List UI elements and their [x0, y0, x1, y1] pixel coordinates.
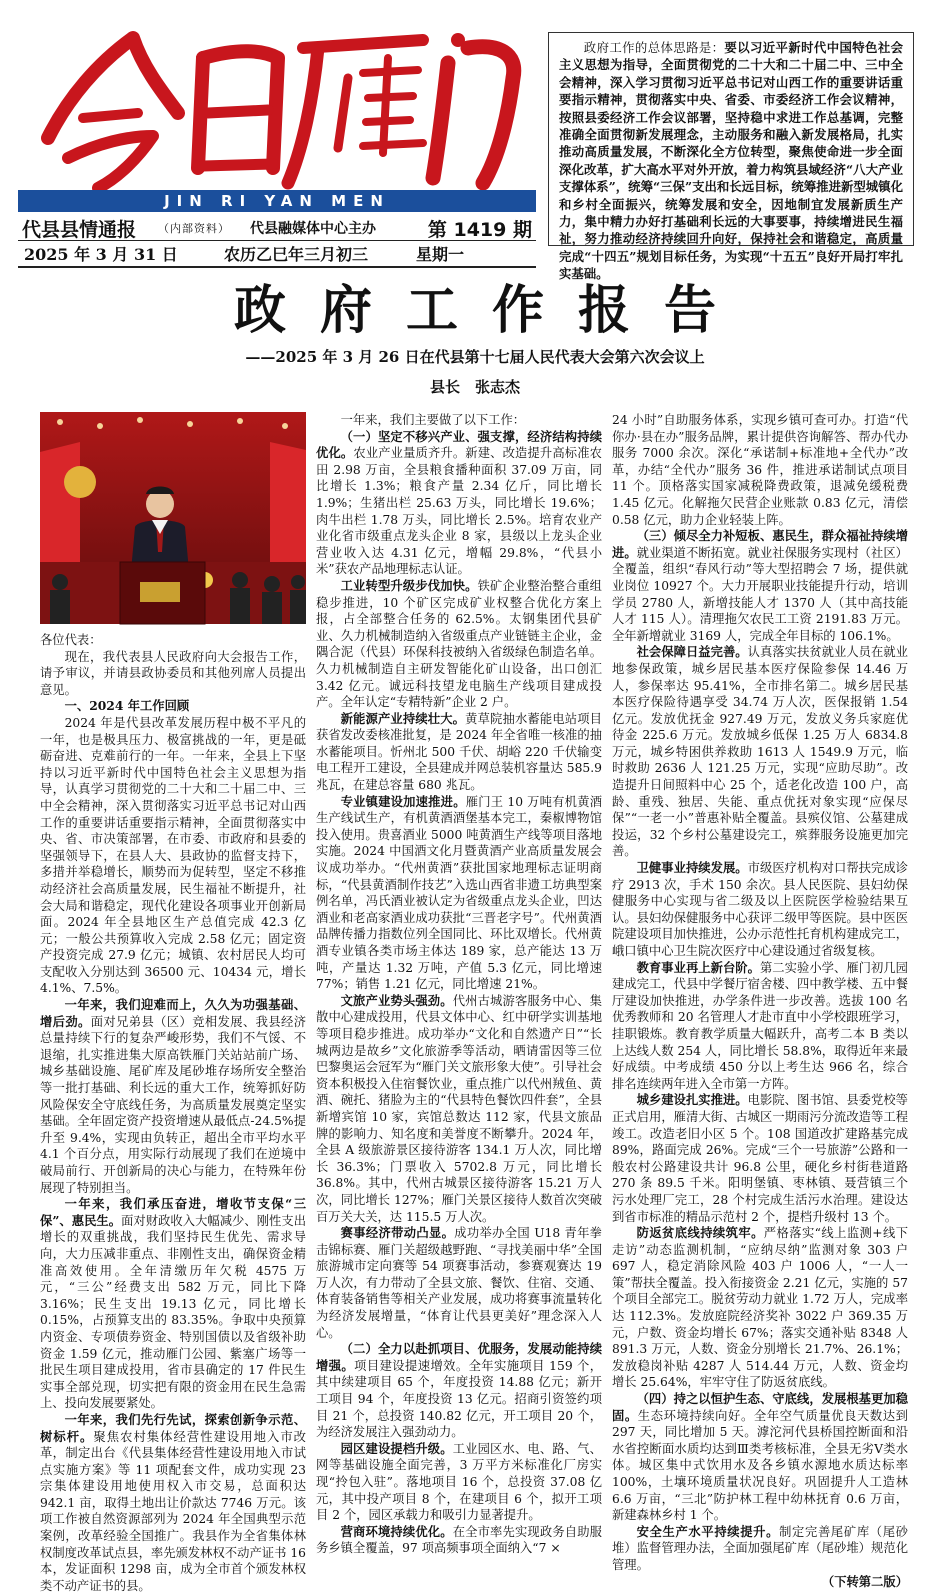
- article-paragraph: [316, 412, 602, 429]
- article-paragraph: [316, 429, 602, 578]
- paragraph-lead: 园区建设提档升级。: [340, 1440, 453, 1456]
- article-paragraph: [316, 794, 602, 993]
- paragraph-text: 电影院、图书馆、县委党校等正式启用，雁清大街、古城区一期雨污分流改造等工程竣工。改造老旧小区 5 个。108 国道改扩建路基完成 89%，路面完成 26%。完成“三个一号旅游”公路和一般农村公路建设共计 96.8 公里，硬化乡村街巷道路 270 条 89.5 千米。阳明堡镇、枣林镇、聂营镇三个污水处理厂完工，28 个村完成生活污水治理。建设达到省市标准的精品示范村 2 个，提档升级村 13 个。: [612, 1093, 908, 1224]
- article-paragraph: [612, 644, 908, 860]
- paragraph-lead: 一年来，我们承压奋进，增收节支保“三保”、惠民生。: [40, 1196, 306, 1228]
- article-paragraph: [612, 1225, 908, 1391]
- article-paragraph: [612, 1092, 908, 1225]
- article-paragraph: [612, 860, 908, 960]
- paragraph-lead: （四）持之以恒护生态、守底线，发展根基更加稳固。: [612, 1391, 908, 1423]
- article-paragraph: [40, 698, 306, 715]
- paragraph-lead: 城乡建设扎实推进。: [636, 1092, 748, 1108]
- article-paragraph: [40, 997, 306, 1196]
- paragraph-lead: 工业转型升级步伐加快。: [340, 577, 478, 593]
- paragraph-text: 现在，我代表县人民政府向大会报告工作，请予审议，并请县政协委员和其他列席人员提出意见。: [40, 649, 306, 697]
- publisher: 代县融媒体中心主办: [250, 221, 376, 237]
- article-paragraph: [316, 1524, 602, 1557]
- article-column-3: [612, 412, 908, 1589]
- paragraph-text: 认真落实扶贫就业人员在就业地参保政策，城乡居民基本医疗保险参保 14.46 万人，参保率达 95.41%，全市排名第二。城乡居民基本医疗保险待遇享受 34.74 万人次，医保报销 1.54 亿元。发放优抚金 927.49 万元，发放义务兵家庭优待金 225.6 万元。发放城乡低保 1.25 万人 6834.8 万元，城乡特困供养救助 1613 人 1549.9 万元，临时救助 2636 人 121.25 万元，实现“应助尽助”。改造提升日间照料中心 25 个，适老化改造 100 户，高龄、重残、独居、失能、重点优抚对象实现“应保尽保”“一老一小”普惠补贴全覆盖。县殡仪馆、公墓建成投运，32 个乡村公墓建设完工，殡葬服务设施更加完善。: [612, 645, 908, 859]
- paragraph-text: 雁门王 10 万吨有机黄酒生产线试生产，有机黄酒酒堡基本完工，秦椒博物馆投入使用。贵喜酒业 5000 吨黄酒生产线等项目落地实施。2024 中国酒文化月暨黄酒产业高质量发展会议成功举办。“代州黄酒”获批国家地理标志证明商标，“代县黄酒制作技艺”入选山西省非遗工坊典型案例名单，冯氏酒业被认定为省级重点龙头企业，凹达酒业和老高家酒业成功获批“三晋老字号”。代州黄酒品牌传播力指数位列全国同比、环比双增长。代州黄酒专业镇各类市场主体达 189 家，总产能达 13 万吨，产量达 1.32 万吨，产值 5.3 亿元，同比增速 77%；销售 1.21 亿元，同比增速 21%。: [316, 794, 602, 992]
- paragraph-lead: 专业镇建设加速推进。: [340, 793, 466, 809]
- paragraph-lead: 社会保障日益完善。: [636, 644, 748, 660]
- paragraph-text: 铁矿企业整治整合重组稳步推进，10 个矿区完成矿业权整合优化方案上报，占全部整合任务的 62.5%。太钢集团代县矿业、久力机械制造纳入省级重点产业链链主企业，金隅合泥（代县）环保科技被纳入省级绿色制造名单。久力机械制造自主研发智能化矿山设备，出口创汇 3.42 亿元。诚远科技望龙电脑生产线项目建成投产。全年认定“专精特新”企业 2 户。: [316, 578, 602, 710]
- paragraph-text: 各位代表：: [40, 633, 102, 647]
- article-paragraph: [316, 1341, 602, 1441]
- paragraph-lead: 赛事经济带动凸显。: [340, 1225, 455, 1241]
- publish-date: 2025 年 3 月 31 日: [24, 245, 178, 264]
- masthead-logo: [28, 18, 528, 193]
- paragraph-lead: 新能源产业持续壮大。: [340, 710, 466, 726]
- paragraph-lead: 营商环境持续优化。: [340, 1523, 453, 1539]
- article-paragraph: [40, 715, 306, 997]
- article-title: 政府工作报告: [233, 280, 750, 341]
- summary-box: [548, 32, 914, 282]
- paragraph-text: 一、2024 年工作回顾: [64, 698, 190, 714]
- paragraph-text: 一年来，我们主要做了以下工作：: [340, 413, 526, 427]
- paragraph-text: 就业渠道不断拓宽。就业社保服务实现村（社区）全覆盖，组织“春风行动”等大型招聘会 7 场，提供就业岗位 10927 个。大力开展职业技能提升行动，培训学员 2780 人，新增技能人才 1370 人（其中高技能人才 115 人）。清理拖欠农民工工资 2191.83 万元。全年新增就业 3169 人，完成全年目标的 106.1%。: [612, 545, 908, 643]
- article-paragraph: [612, 1391, 908, 1524]
- paragraph-text: 在全市率先实现政务自助服务乡镇全覆盖，97 项高频事项全面纳入“7 ×: [316, 1524, 602, 1556]
- paragraph-text: 市级医疗机构对口帮扶完成诊疗 2913 次，手术 150 余次。县人民医院、县妇幼保健服务中心实现与省二级及以上医院医学检验结果互认。县妇幼保健服务中心获评二级甲等医院。县中医医院建设项目加快推进，公办示范性托育机构建成完工，峨口镇中心卫生院次医疗中心建设通过省级复核。: [612, 861, 908, 958]
- paragraph-lead: 卫健事业持续发展。: [636, 860, 748, 876]
- article-paragraph: [316, 993, 602, 1225]
- paragraph-text: 2024 年是代县改革发展历程中极不平凡的一年，也是极具压力、极富挑战的一年，更是砥砺奋进、克难前行的一年。一年来，全县上下坚持以习近平新时代中国特色社会主义思想为指导，认真学习贯彻党的二十大和二十届二中、三中全会精神，深入贯彻落实习近平总书记对山西工作的重要讲话重要指示精神，全面贯彻落实中央、省、市决策部署，在市委、市政府和县委的坚强领导下，在县人大、县政协的监督支持下，多措并举稳增长，顺势而为促转型，坚定不移推动经济社会高质量发展，民生福祉不断提升，社会大局和谐稳定，现代化建设各项事业开创新局面。2024 年全县地区生产总值完成 42.3 亿元；一般公共预算收入完成 2.58 亿元；固定资产投资完成 27.9 亿元；城镇、农村居民人均可支配收入分别达到 36500 元、10434 元，增长 4.1%、7.5%。: [40, 715, 306, 996]
- paragraph-lead: 一年来，我们先行先试，探索创新争示范、树标杆。: [40, 1411, 306, 1444]
- paragraph-text: 严格落实“线上监测+线下走访”动态监测机制，“应纳尽纳”监测对象 303 户 697 人，稳定消除风险 403 户 1006 人，“一人一策”帮扶全覆盖。投入衔接资金 2.21 亿元，实施的 57 个项目全部完工。脱贫劳动力就业 1.72 万人，完成率达 112.3%。发放庭院经济奖补 3022 户 369.35 万元，户数、资金均增长 67%；落实交通补贴 8348 人 891.3 万元，人数、资金分别增长 21.7%、26.1%；发放稳岗补贴 4287 人 514.44 万元，人数、资金均增长 25.64%，牢牢守住了防返贫底线。: [612, 1226, 908, 1390]
- paragraph-lead: 防返贫底线持续筑牢。: [636, 1225, 764, 1241]
- article-paragraph: [316, 1225, 602, 1341]
- article-paragraph: [40, 649, 306, 699]
- paragraph-lead: 教育事业再上新台阶。: [636, 959, 760, 975]
- masthead-pinyin: JIN RI YAN MEN: [18, 190, 536, 212]
- article-paragraph: [612, 412, 908, 528]
- weekday: 星期一: [416, 245, 465, 264]
- issue-number: 第 1419 期: [427, 219, 532, 241]
- paragraph-text: 工业园区水、电、路、气、网等基础设施全面完善，3 万平方米标准化厂房实现“拎包入驻”。落地项目 16 个，总投资 37.08 亿元，其中投产项目 8 个，在建项目 6 个，拟开工项目 2 个，园区承载力和吸引力显著提升。: [316, 1441, 602, 1523]
- paragraph-lead: （一）坚定不移兴产业、强支撑，经济结构持续优化。: [316, 428, 602, 461]
- paragraph-text: 24 小时”自助服务体系，实现乡镇可查可办。打造“代你办·县在办”服务品牌，累计提供咨询解答、帮办代办服务 7000 余次。深化“承诺制+标准地+全代办”改革，办结“全代办”服务 36 件，推进承诺制试点项目 11 个。顶格落实国家减税降费政策，退减免缓税费 1.45 亿元。化解拖欠民营企业账款 0.83 亿元，清偿 0.58 亿元，助力企业轻装上阵。: [612, 413, 908, 527]
- article-paragraph: [40, 1196, 306, 1412]
- article-paragraph: [612, 528, 908, 644]
- article-paragraph: [40, 632, 306, 649]
- summary-lead: 政府工作的总体思路是：: [583, 40, 725, 55]
- paragraph-lead: （三）倾尽全力补短板、惠民生，群众福祉持续增进。: [612, 528, 908, 560]
- summary-body: 要以习近平新时代中国特色社会主义思想为指导，全面贯彻党的二十大和二十届二中、三中全会精神，深入学习贯彻习近平总书记对山西工作的重要讲话重要指示精神，贯彻落实中央、省委、市委经济工作会议精神，按照县委经济工作会议部署，坚持稳中求进工作总基调，完整准确全面贯彻新发展理念，主动服务和融入新发展格局，扎实推动高质量发展，不断深化全方位转型，聚焦使命进一步全面深化改革，扩大高水平对外开放，着力构筑县域经济“八大产业支撑体系”，统筹“三保”支出和长远目标，统筹推进新型城镇化和乡村全面振兴，统筹发展和安全，因地制宜发展新质生产力，集中精力办好打基础利长远的大事要事，持续增进民生福祉，努力推动经济持续回升向好，保持社会和谐稳定，高质量完成“十四五”规划目标任务，为实现“十五五”良好开局打牢扎实基础。: [559, 40, 904, 282]
- paragraph-lead: 安全生产水平持续提升。: [636, 1523, 780, 1539]
- paragraph-text: 成功举办全国 U18 青年拳击锦标赛、雁门关超级越野跑、“寻找美丽中华”全国旅游城市定向赛等 54 项赛事活动，参赛观赛达 19 万人次，有力带动了全县文旅、餐饮、住宿、交通、体育装备销售等相关产业发展，成功将赛事流量转化为经济发展增量，“体育让代县更美好”理念深入人心。: [316, 1226, 602, 1340]
- masthead-info-row: [18, 214, 536, 241]
- article-paragraph: [612, 1524, 908, 1574]
- speaker-photo: [40, 412, 306, 624]
- lunar-date: 农历乙巳年三月初三: [224, 245, 369, 264]
- paragraph-lead: 文旅产业势头强劲。: [340, 992, 453, 1008]
- paragraph-text: 聚焦农村集体经营性建设用地入市改革，制定出台《代县集体经营性建设用地入市试点实施方案》等 11 项配套文件，成功实现 23 宗集体建设用地使用权入市交易，总面积达 942.1 亩，取得土地出让价款达 7746 万元。该项工作被自然资源部列为 2024 年全国典型示范案例，改革经验全国推广。我县作为全省集体林权制度改革试点县，率先颁发林权不动产证书 16 本，发证面积 1298 亩，成为全市首个颁发林权类不动产证书的县。: [40, 1429, 306, 1593]
- article-paragraph: [316, 1441, 602, 1524]
- paper-name: 代县县情通报: [22, 219, 137, 241]
- article-paragraph: [612, 960, 908, 1093]
- paragraph-text: 第二实验小学、雁门初几园建成完工，代县中学餐厅宿舍楼、四中教学楼、五中餐厅建设加快推进，办学条件进一步改善。选拔 100 名优秀教师和 20 名管理人才赴市直中小学校跟班学习，挂职锻炼。教育教学质量大幅跃升，高考二本 B 类以上达线人数 254 人，同比增长 58.8%，取得近年来最好成绩。中考成绩 450 分以上考生达 966 名，综合排名连续两年进入全市第一方阵。: [612, 960, 908, 1091]
- paragraph-text: 黄草院抽水蓄能电站项目获省发改委核准批复，是 2024 年全省唯一核准的抽水蓄能项目。忻州北 500 千伏、胡峪 220 千伏输变电工程开工建设，全县建成并网总装机容量达 585.9 兆瓦，在建总容量 680 兆瓦。: [316, 711, 602, 793]
- paragraph-text: 生态环境持续向好。全年空气质量优良天数达到 297 天，同比增加 5 天。滹沱河代县桥国控断面和沿水省控断面水质均达到Ⅲ类考核标准，全县无劣Ⅴ类水体。城区集中式饮用水及各乡镇水源地水质达标率 100%，土壤环境质量状况良好。巩固提升人工造林 6.6 万亩，“三北”防护林工程中幼林抚育 0.6 万亩，新建森林乡村 1 个。: [612, 1408, 908, 1523]
- article-paragraph: [316, 578, 602, 711]
- paragraph-text: 代州古城游客服务中心、集散中心建成投用，代县文体中心、红中研学实训基地等项目稳步推进。成功举办“文化和自然遗产日”“长城两边是故乡”文化旅游季等活动，晒请雷因等三位巴黎奥运会冠军为“雁门关文旅形象大使”。引导社会资本积极投入住宿餐饮业，重点推广以代州羢鱼、黄酒、碗托、猪脸为主的“代县特色餐饮四件套”，全县新增宾馆 10 家，宾馆总数达 112 家，代县文旅品牌的影响力、知名度和美誉度不断攀升。2024 年，全县 A 级旅游景区接待游客 134.1 万人次，同比增长 36.3%；门票收入 5702.8 万元，同比增长 36.8%。其中，代州古城景区接待游客 15.21 万人次，同比增长 127%；雁门关景区接待人数首次突破百万关大关，达 115.5 万人次。: [316, 993, 602, 1224]
- paragraph-text: 面对兄弟县（区）竞相发展、我县经济总量持续下行的复杂严峻形势，我们不气馁、不退缩，扎实推进集大原高铁雁门关站站前广场、城乡基础设施、尾矿库及尾砂堆存场所安全整治等一批打基础、利长远的重大工作，统筹抓好防风险保安全守底线任务，为高质量发展奠定坚实基础。全年固定资产投资增速从最低点-24.5%提升至 9.4%，实现由负转正，超出全市平均水平 4.1 个百分点，用实际行动展现了我们在逆境中破局前行、开创新局的决心与能力，在特殊年份展现了特别担当。: [40, 1014, 306, 1195]
- paragraph-text: 制定完善尾矿库（尾砂堆）监督管理办法，全面加强尾矿库（尾砂堆）规范化管理。: [612, 1524, 908, 1572]
- paragraph-text: 项目建设提速增效。全年实施项目 159 个，其中续建项目 65 个，年度投资 14.88 亿元；新开工项目 94 个，年度投资 13 亿元。招商引资签约项目 21 个，总投资 140.82 亿元，开工项目 20 个，为经济发展注入强劲动力。: [316, 1358, 602, 1440]
- article-paragraph: [40, 1412, 306, 1594]
- paragraph-text: 农业产业量质齐升。新建、改造提升高标准农田 2.98 万亩，全县粮食播种面积 37.09 万亩，同比增长 1.3%；粮食产量 2.34 亿斤，同比增长 1.9%；生猪出栏 25.63 万头，同比增长 19.6%；肉牛出栏 1.78 万头，同比增长 2.5%。培育农业产业化省市级重点龙头企业 8 家，县级以上龙头企业营业收入达 4.31 亿元，增幅 29.8%，“代县小米”获农产品地理标志认证。: [316, 446, 602, 577]
- article-author: 县长 张志杰: [429, 378, 520, 396]
- masthead: [18, 18, 536, 264]
- paragraph-text: 面对财政收入大幅减少、刚性支出增长的双重挑战，我们坚持民生优先、需求导向，大力压减非重点、非刚性支出，确保资金精准高效使用。全年清缴历年欠税 4575 万元，“三公”经费支出 582 万元，同比下降 3.16%；民生支出 19.13 亿元，同比增长 0.15%，占预算支出的 83.35%。争取中央预算内资金、专项债券资金、特别国债以及省级补助资金 1.59 亿元，推动雁门公园、紫塞广场等一批民生项目建成投用，省市县确定的 17 件民生实事全部兑现，切实把有限的资金用在民生急需上、投向发展要紧处。: [40, 1213, 306, 1411]
- masthead-date-row: [18, 242, 536, 264]
- article-column-1: [40, 632, 306, 1593]
- internal-note: （内部资料）: [158, 222, 230, 235]
- article-subtitle: ——2025 年 3 月 26 日在代县第十七届人民代表大会第六次会议上: [245, 348, 705, 366]
- continued-note: （下转第二版）: [821, 1573, 908, 1589]
- paragraph-lead: （二）全力以赴抓项目、优服务，发展动能持续增强。: [316, 1341, 602, 1373]
- article-paragraph: [316, 711, 602, 794]
- article-column-2: [316, 412, 602, 1556]
- paragraph-lead: 一年来，我们迎难而上，久久为功强基础、增后劲。: [40, 997, 306, 1029]
